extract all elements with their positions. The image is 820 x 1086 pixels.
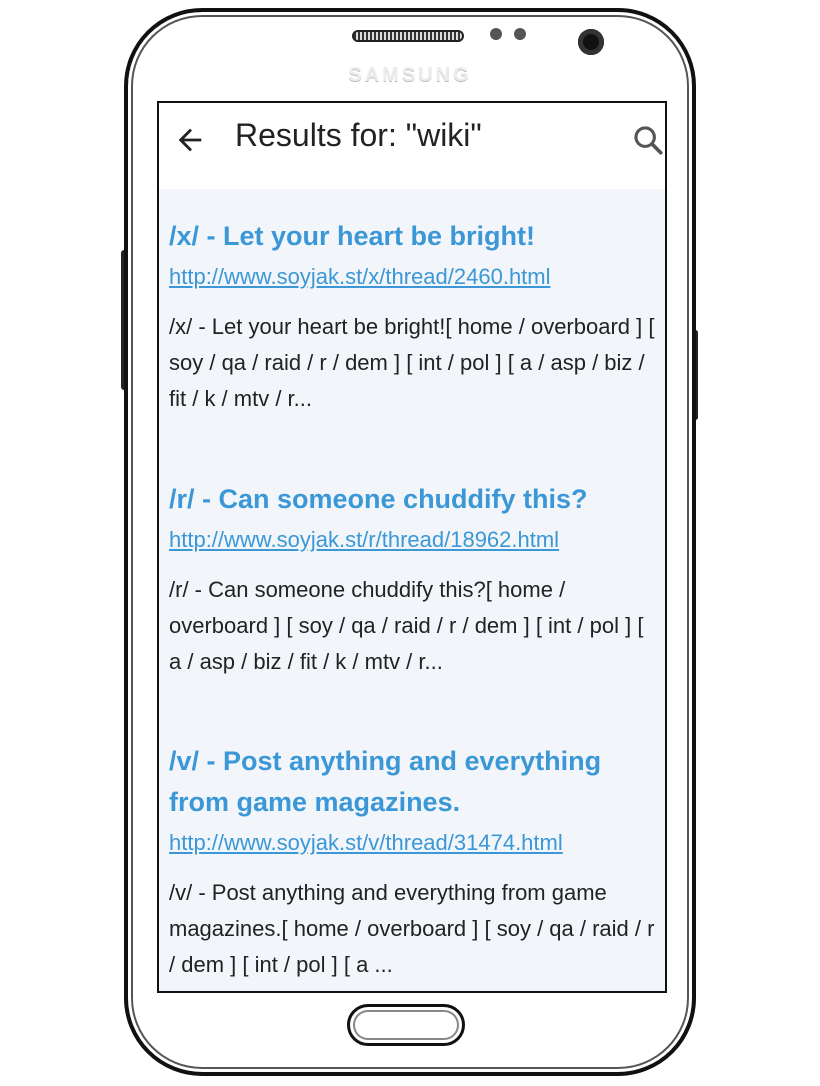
home-button[interactable] [347,1004,465,1046]
sensor-dot [514,28,526,40]
search-icon[interactable] [631,123,665,157]
result-link[interactable]: http://www.soyjak.st/x/thread/2460.html [169,264,551,289]
app-bar [159,103,665,189]
result-item[interactable] [169,479,665,680]
front-camera [578,29,604,55]
result-link[interactable]: http://www.soyjak.st/v/thread/31474.html [169,830,563,855]
speaker-grille [352,30,464,42]
result-title[interactable]: /r/ - Can someone chuddify this? [169,484,588,514]
result-title[interactable]: /v/ - Post anything and everything from game magazines. [169,746,602,817]
brand-logo: SAMSUNG [348,64,472,86]
result-title[interactable]: /x/ - Let your heart be bright! [169,221,536,251]
result-item[interactable] [169,216,665,417]
result-item[interactable] [169,741,665,983]
sensor-dot [490,28,502,40]
page-title: Results for: "wiki" [235,117,482,153]
arrow-left-icon[interactable] [173,123,207,157]
result-snippet: /r/ - Can someone chuddify this?[ home / overboard ] [ soy / qa / raid / r / dem ] [ int / pol ] [ a / asp / biz / fit / k / mtv / r... [169,577,644,674]
result-snippet: /x/ - Let your heart be bright![ home / overboard ] [ soy / qa / raid / r / dem ] [ int / pol ] [ a / asp / biz / fit / k / mtv / r... [169,314,655,411]
result-link[interactable]: http://www.soyjak.st/r/thread/18962.html [169,527,560,552]
result-snippet: /v/ - Post anything and everything from game magazines.[ home / overboard ] [ soy / qa / raid / r / dem ] [ int / pol ] [ a ... [169,880,655,977]
screen [157,101,667,993]
